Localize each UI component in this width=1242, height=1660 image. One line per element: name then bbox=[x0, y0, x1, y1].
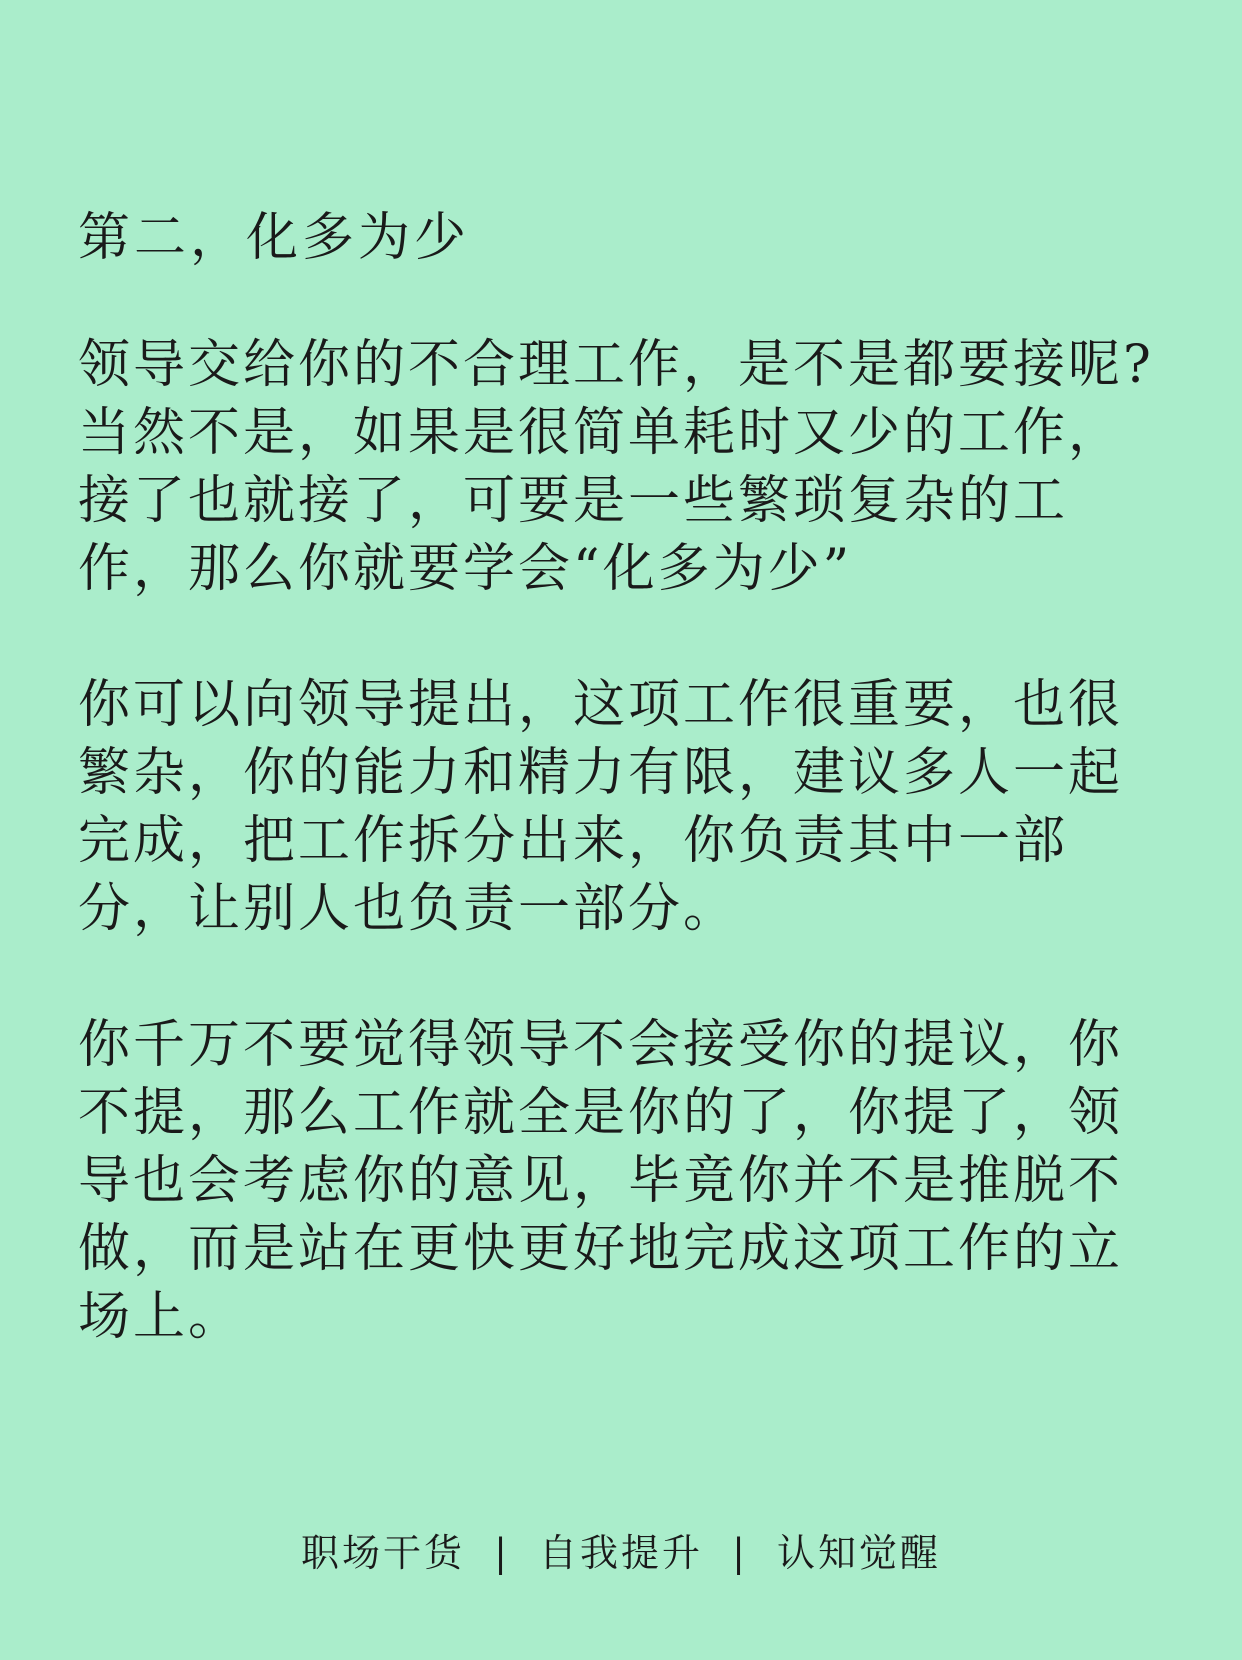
paragraph-3: 你千万不要觉得领导不会接受你的提议，你不提，那么工作就全是你的了，你提了，领导也会考虑你的意见，毕竟你并不是推脱不做，而是站在更快更好地完成这项工作的立场上。 bbox=[78, 1015, 1124, 1347]
footer-tags bbox=[0, 1528, 1242, 1578]
paragraph-1: 领导交给你的不合理工作，是不是都要接呢?当然不是，如果是很简单耗时又少的工作，接了也就接了，可要是一些繁琐复杂的工作，那么你就要学会“化多为少” bbox=[78, 335, 1154, 599]
footer-tag-self-improvement: 自我提升 bbox=[538, 1531, 703, 1575]
footer-separator: | bbox=[494, 1531, 510, 1575]
section-heading: 第二，化多为少 bbox=[78, 208, 471, 268]
footer-separator: | bbox=[732, 1531, 748, 1575]
footer-tag-cognitive-awakening: 认知觉醒 bbox=[777, 1531, 942, 1575]
footer-tag-workplace: 职场干货 bbox=[300, 1531, 465, 1575]
article-body bbox=[78, 205, 1168, 1419]
paragraph-2: 你可以向领导提出，这项工作很重要，也很繁杂，你的能力和精力有限，建议多人一起完成，把工作拆分出来，你负责其中一部分，让别人也负责一部分。 bbox=[78, 675, 1124, 939]
